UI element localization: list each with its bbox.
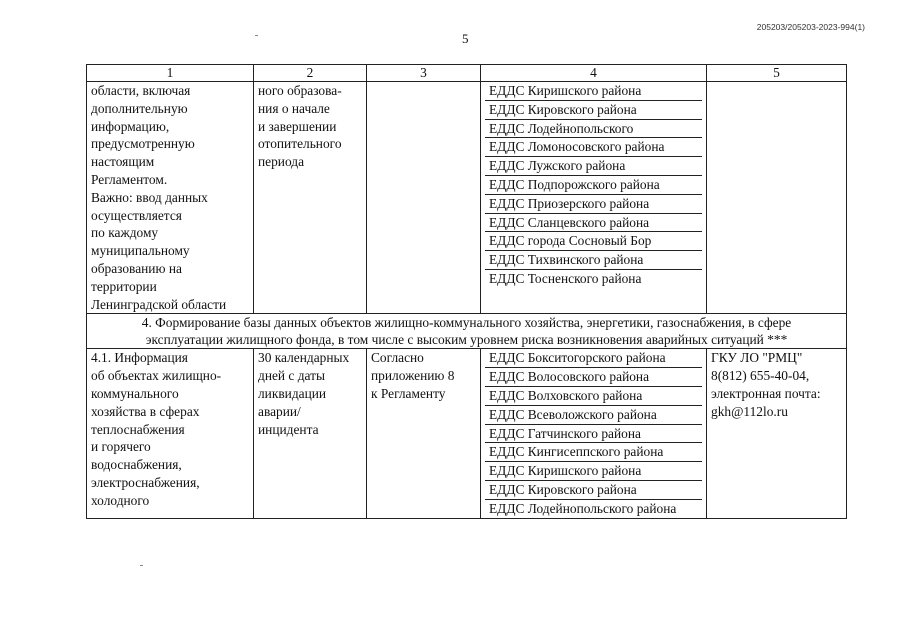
cell-line: водоснабжения, — [91, 457, 182, 473]
recipient-item: ЕДДС Лужского района — [485, 157, 702, 176]
section-heading-line: 4. Формирование базы данных объектов жилищно-коммунального хозяйства, энергетики, газоснабжения, в сфере — [141, 315, 792, 331]
cell-line: ГКУ ЛО "РМЦ" — [711, 350, 803, 366]
recipient-item: ЕДДС Кингисеппского района — [485, 443, 702, 462]
cell-line: 30 календарных — [258, 350, 350, 366]
cell-line: 4.1. Информация — [91, 350, 188, 366]
recipient-item: ЕДДС Подпорожского района — [485, 176, 702, 195]
cell-line: Регламентом. — [91, 171, 168, 187]
recipient-item: ЕДДС Ломоносовского района — [485, 138, 702, 157]
recipient-item: ЕДДС Всеволожского района — [485, 406, 702, 425]
recipient-item: ЕДДС Волосовского района — [485, 368, 702, 387]
column-number-row — [87, 65, 847, 82]
recipient-item: ЕДДС Бокситогорского района — [485, 349, 702, 368]
scan-speck — [255, 35, 258, 36]
cell-line: приложению 8 — [371, 368, 455, 384]
regulation-table — [86, 64, 847, 519]
cell-line: инцидента — [258, 421, 319, 437]
column-number: 1 — [87, 65, 254, 82]
cell-line: и горячего — [91, 439, 151, 455]
cell-line: образованию на — [91, 260, 182, 276]
cell-line: области, включая — [91, 83, 191, 98]
section-heading-line: эксплуатации жилищного фонда, в том числе с высоким уровнем риска возникновения аварийных ситуаций *** — [145, 332, 788, 348]
section-heading — [87, 314, 847, 349]
cell-line: ния о начале — [258, 100, 330, 116]
recipient-item: ЕДДС Тихвинского района — [485, 251, 702, 270]
cell-contact — [707, 82, 847, 314]
cell-description — [87, 82, 254, 314]
column-number: 2 — [254, 65, 367, 82]
cell-deadline — [254, 349, 367, 518]
cell-line: отопительного — [258, 136, 342, 152]
cell-line: ного образова- — [258, 83, 342, 98]
cell-line: дополнительную — [91, 100, 188, 116]
recipient-item: ЕДДС Гатчинского района — [485, 425, 702, 444]
cell-line: информацию, — [91, 118, 170, 134]
cell-line: ликвидации — [258, 385, 327, 401]
cell-line: периода — [258, 154, 305, 170]
cell-line: холодного — [91, 492, 150, 508]
recipient-item: ЕДДС Тосненского района — [489, 270, 642, 286]
cell-recipients — [481, 349, 707, 518]
recipient-item: ЕДДС Киришского района — [485, 82, 702, 101]
recipient-item: ЕДДС города Сосновый Бор — [485, 232, 702, 251]
cell-line: Ленинградской области — [91, 296, 227, 312]
column-number: 5 — [707, 65, 847, 82]
cell-line: 8(812) 655-40-04, — [711, 368, 810, 384]
recipient-item: ЕДДС Киришского района — [485, 462, 702, 481]
recipient-item: ЕДДС Лодейнопольского района — [489, 500, 677, 516]
cell-line: Важно: ввод данных — [91, 189, 208, 205]
table-row — [87, 349, 847, 518]
scan-speck — [140, 565, 143, 566]
recipient-item: ЕДДС Сланцевского района — [485, 214, 702, 233]
cell-line: хозяйства в сферах — [91, 403, 200, 419]
cell-contact — [707, 349, 847, 518]
column-number: 4 — [481, 65, 707, 82]
recipient-item: ЕДДС Кировского района — [485, 101, 702, 120]
cell-line: теплоснабжения — [91, 421, 185, 437]
page-number: 5 — [462, 31, 469, 46]
column-number: 3 — [367, 65, 481, 82]
cell-recipients — [481, 82, 707, 314]
cell-line: Согласно — [371, 350, 424, 366]
cell-line: муниципальному — [91, 243, 190, 259]
cell-line: настоящим — [91, 154, 155, 170]
document-id: 205203/205203-2023-994(1) — [756, 22, 865, 32]
cell-line: электронная почта: — [711, 385, 821, 401]
cell-line: по каждому — [91, 225, 159, 241]
cell-line: и завершении — [258, 118, 337, 134]
cell-line: к Регламенту — [371, 385, 446, 401]
table-row — [87, 82, 847, 314]
cell-line: осуществляется — [91, 207, 182, 223]
recipient-item: ЕДДС Приозерского района — [485, 195, 702, 214]
cell-line: предусмотренную — [91, 136, 195, 152]
recipient-item: ЕДДС Волховского района — [485, 387, 702, 406]
cell-line: территории — [91, 278, 157, 294]
section-heading-row — [87, 314, 847, 349]
cell-line: об объектах жилищно- — [91, 368, 222, 384]
cell-line: дней с даты — [258, 368, 325, 384]
cell-line: аварии/ — [258, 403, 301, 419]
cell-line: gkh@112lo.ru — [711, 403, 788, 419]
cell-deadline — [254, 82, 367, 314]
cell-line: электроснабжения, — [91, 474, 200, 490]
cell-line: коммунального — [91, 385, 179, 401]
cell-form — [367, 82, 481, 314]
recipient-item: ЕДДС Лодейнопольского — [485, 120, 702, 139]
cell-form — [367, 349, 481, 518]
cell-description — [87, 349, 254, 518]
recipient-item: ЕДДС Кировского района — [485, 481, 702, 500]
